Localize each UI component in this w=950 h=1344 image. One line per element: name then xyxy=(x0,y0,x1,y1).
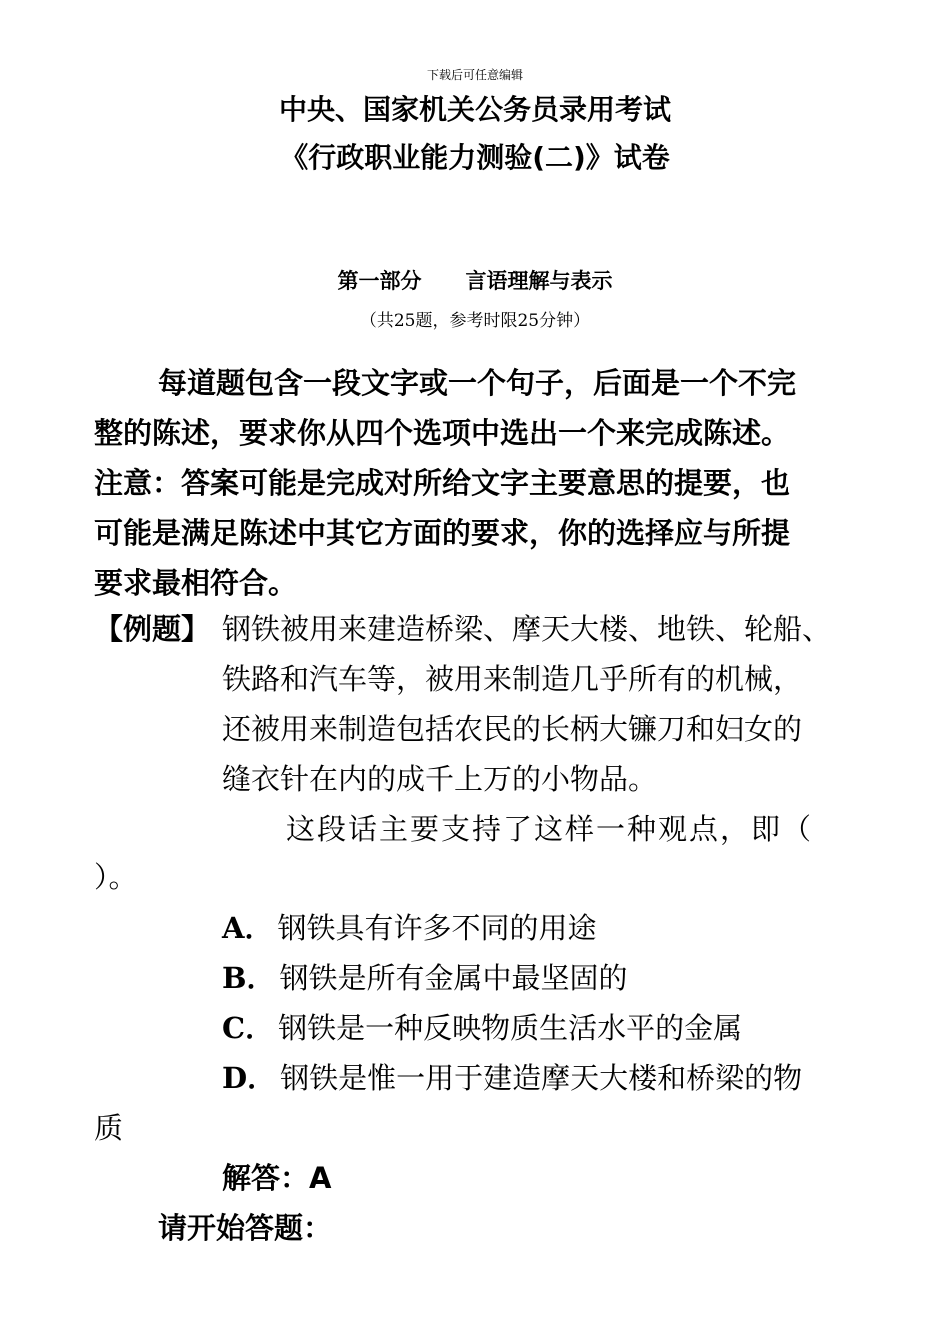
instruction-line: 注意：答案可能是完成对所给文字主要意思的提要，也 xyxy=(94,466,791,500)
option-text: 钢铁是所有金属中最坚固的 xyxy=(279,961,628,995)
passage-line: 还被用来制造包括农民的长柄大镰刀和妇女的 xyxy=(222,712,803,746)
passage-line: 钢铁被用来建造桥梁、摩天大楼、地铁、轮船、 xyxy=(222,612,832,646)
option-key: A． xyxy=(222,911,274,945)
option-text: 钢铁是一种反映物质生活水平的金属 xyxy=(278,1011,743,1045)
start-prompt: 请开始答题： xyxy=(158,1211,333,1245)
section-heading xyxy=(0,265,950,295)
option-a xyxy=(222,903,597,953)
instruction-line: 可能是满足陈述中其它方面的要求，你的选择应与所提 xyxy=(94,516,791,550)
option-key: D． xyxy=(222,1061,277,1095)
exam-title-line2: 《行政职业能力测验(二)》试卷 xyxy=(280,141,670,174)
option-b xyxy=(222,953,628,1003)
option-key: B． xyxy=(222,961,276,995)
question-stem: 这段话主要支持了这样一种观点，即（ xyxy=(286,812,814,846)
option-text: 钢铁是惟一用于建造摩天大楼和桥梁的物 xyxy=(280,1061,803,1095)
section-subtitle: （共25题，参考时限25分钟） xyxy=(359,311,591,331)
question-stem-end: ）。 xyxy=(94,860,138,894)
option-key: C． xyxy=(222,1011,275,1045)
instruction-line: 每道题包含一段文字或一个句子，后面是一个不完 xyxy=(158,366,797,400)
instructions xyxy=(94,358,874,608)
example-label: 【例题】 xyxy=(94,612,211,646)
header-note: 下载后可任意编辑 xyxy=(426,68,523,82)
passage-line: 缝衣针在内的成千上万的小物品。 xyxy=(222,762,658,796)
passage-line: 铁路和汽车等，被用来制造几乎所有的机械， xyxy=(222,662,803,696)
instruction-line: 整的陈述，要求你从四个选项中选出一个来完成陈述。 xyxy=(94,416,791,450)
option-text: 钢铁具有许多不同的用途 xyxy=(277,911,597,945)
option-d xyxy=(222,1053,802,1103)
exam-title-line1: 中央、国家机关公务员录用考试 xyxy=(278,93,671,126)
example-passage xyxy=(222,604,831,804)
example-answer: 解答：A xyxy=(222,1161,332,1195)
instruction-line: 要求最相符合。 xyxy=(94,566,298,600)
option-c xyxy=(222,1003,742,1053)
option-d-continuation: 质 xyxy=(94,1111,124,1145)
section-name: 言语理解与表示 xyxy=(465,268,613,293)
section-part: 第一部分 xyxy=(337,268,422,293)
